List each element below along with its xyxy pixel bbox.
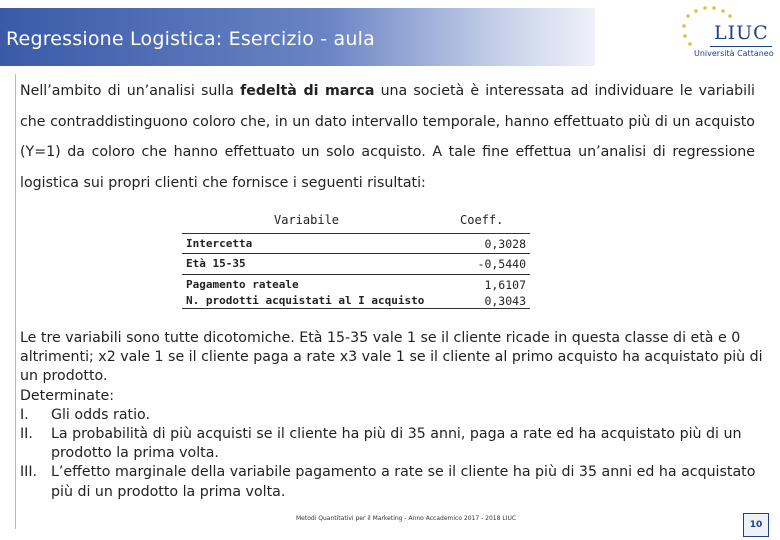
exercise-body <box>20 329 765 502</box>
row-coefficient: 0,3043 <box>484 294 526 308</box>
row-variable: Età 15-35 <box>186 257 246 270</box>
header-variable: Variabile <box>274 213 340 227</box>
intro-text-1: Nell’ambito di un’analisi sulla <box>20 83 241 99</box>
question-number: I. <box>20 406 29 423</box>
intro-text-2: una società è interessata ad individuare le variabili che contraddistinguono coloro che, in un dato intervallo temporale, hanno effettuato più di un acquisto (Y=1) da coloro che hanno effettuato un solo acquisto. A tale fine effettua un’analisi di regressione logistica sui propri clienti che fornisce i seguenti risultati: <box>20 83 755 191</box>
logo-subtitle: Università Cattaneo <box>694 49 774 58</box>
table-row <box>182 233 530 253</box>
question-text: Gli odds ratio. <box>51 406 150 423</box>
variables-description: Le tre variabili sono tutte dicotomiche. Età 15-35 vale 1 se il cliente ricade in questa classe di età e 0 altrimenti; x2 vale 1 se il cliente paga a rate x3 vale 1 se il cliente al primo acquisto ha acquistato più di un prodotto. <box>20 330 763 385</box>
question-text: La probabilità di più acquisti se il cliente ha più di 35 anni, paga a rate ed ha acquistato più di un prodotto la prima volta. <box>51 426 742 462</box>
list-item <box>20 425 765 463</box>
determinate-label: Determinate: <box>20 387 115 404</box>
question-text: L’effetto marginale della variabile pagamento a rate se il cliente ha più di 35 anni ed ha acquistato più di un prodotto la prima volta. <box>51 464 756 500</box>
logo-text: LIUC <box>714 22 769 44</box>
slide-title: Regressione Logistica: Esercizio - aula <box>6 28 375 50</box>
intro-bold: fedeltà di marca <box>240 83 375 99</box>
table-row-group <box>182 274 530 309</box>
row-coefficient: -0,5440 <box>477 257 526 271</box>
row-variable: Pagamento rateale <box>186 278 299 291</box>
table-row <box>182 253 530 274</box>
liuc-logo <box>676 2 776 64</box>
row-variable: Intercetta <box>186 237 253 250</box>
list-item <box>20 406 765 425</box>
footer-text: Metodi Quantitativi per il Marketing - Anno Accademico 2017 - 2018 LIUC <box>296 515 517 522</box>
left-divider <box>15 74 16 529</box>
header-coefficient: Coeff. <box>460 213 504 227</box>
question-number: III. <box>20 464 38 481</box>
intro-paragraph <box>20 76 755 198</box>
logo-divider <box>710 46 772 47</box>
questions-list <box>20 406 765 502</box>
row-variable: N. prodotti acquistati al I acquisto <box>186 294 425 307</box>
question-number: II. <box>20 426 33 443</box>
row-coefficient: 1,6107 <box>484 278 526 292</box>
page-number: 10 <box>743 513 769 537</box>
row-coefficient: 0,3028 <box>484 237 526 251</box>
list-item <box>20 463 765 501</box>
